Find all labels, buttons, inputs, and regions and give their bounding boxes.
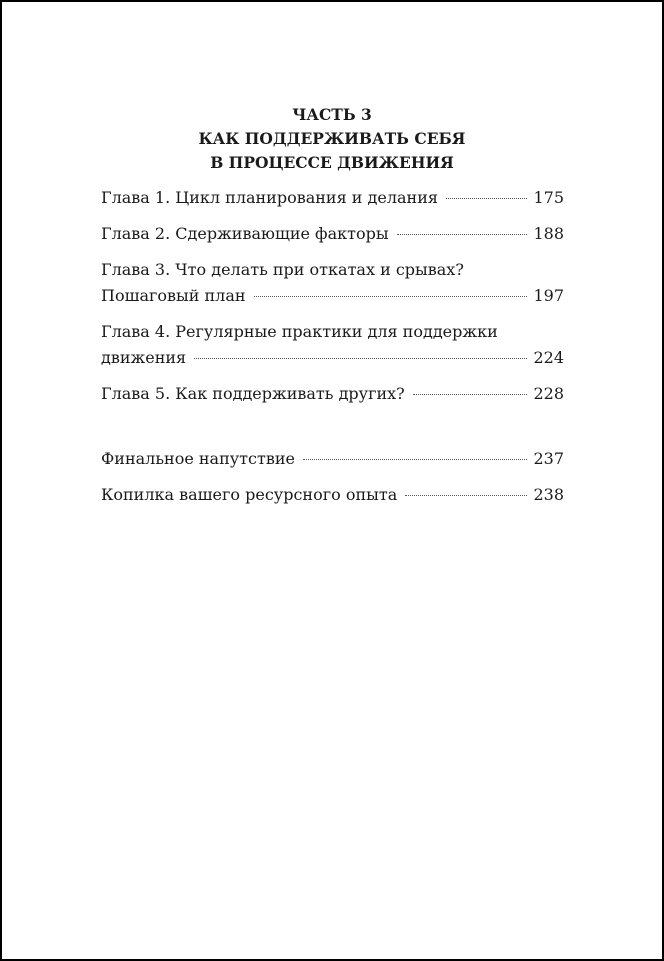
toc-entry-page: 197 <box>533 286 564 305</box>
toc-entry-chapter-4[interactable] <box>101 319 564 371</box>
toc-entry-title: движения <box>101 348 187 367</box>
toc-entry-title-line-1: Глава 3. Что делать при откатах и срывах? <box>101 260 464 279</box>
dot-leader <box>446 198 527 199</box>
toc-entry-chapter-1[interactable] <box>101 185 564 211</box>
toc-entry-page: 224 <box>533 348 564 367</box>
toc-entry-page: 175 <box>533 188 564 207</box>
toc-entry-title-line-1: Глава 4. Регулярные практики для поддержки <box>101 322 498 341</box>
toc-entry-title: Глава 5. Как поддерживать других? <box>101 384 405 403</box>
toc-entry-chapter-2[interactable] <box>101 221 564 247</box>
part-title-line-1: КАК ПОДДЕРЖИВАТЬ СЕБЯ <box>198 129 466 148</box>
part-title-line-2: В ПРОЦЕССЕ ДВИЖЕНИЯ <box>210 153 454 172</box>
toc-entry-chapter-3[interactable] <box>101 257 564 309</box>
toc-entry-resource-bank[interactable] <box>101 482 564 508</box>
toc-entry-final-words[interactable] <box>101 446 564 472</box>
dot-leader <box>303 459 527 460</box>
part-label: ЧАСТЬ 3 <box>292 105 372 124</box>
section-gap <box>101 417 564 446</box>
toc-entry-title: Финальное напутствие <box>101 449 295 468</box>
toc-entry-title: Глава 1. Цикл планирования и делания <box>101 188 438 207</box>
dot-leader <box>397 234 528 235</box>
toc-entry-title: Пошаговый план <box>101 286 246 305</box>
toc-entry-page: 228 <box>533 384 564 403</box>
toc-entry-page: 237 <box>533 449 564 468</box>
dot-leader <box>413 394 528 395</box>
part-heading <box>2 103 662 175</box>
toc-entry-page: 188 <box>533 224 564 243</box>
table-of-contents <box>101 185 564 518</box>
dot-leader <box>405 495 527 496</box>
toc-entry-title: Копилка вашего ресурсного опыта <box>101 485 398 504</box>
dot-leader <box>254 296 528 297</box>
toc-entry-page: 238 <box>533 485 564 504</box>
dot-leader <box>194 358 527 359</box>
toc-entry-chapter-5[interactable] <box>101 381 564 407</box>
toc-entry-title: Глава 2. Сдерживающие факторы <box>101 224 389 243</box>
